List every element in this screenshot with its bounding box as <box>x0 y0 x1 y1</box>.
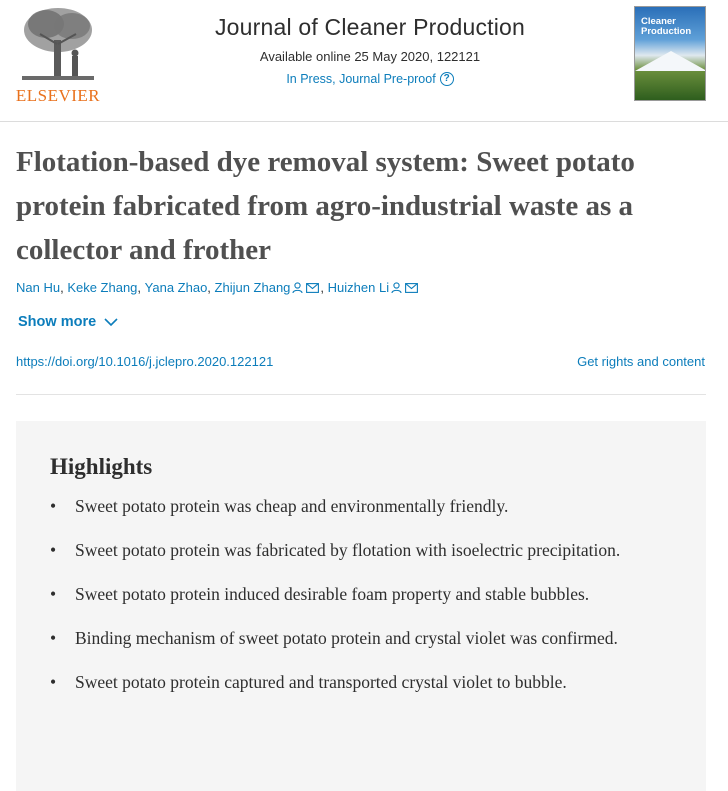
person-icon[interactable] <box>292 282 303 294</box>
available-online-date: Available online 25 May 2020, 122121 <box>259 49 481 64</box>
doi-link[interactable]: https://doi.org/10.1016/j.jclepro.2020.122121 <box>16 354 274 369</box>
highlight-text: Binding mechanism of sweet potato protein and crystal violet was confirmed. <box>75 628 618 648</box>
highlights-section <box>16 421 706 791</box>
author-link[interactable]: Keke Zhang <box>67 280 138 295</box>
author-link[interactable]: Zhijun Zhang <box>214 280 291 295</box>
highlight-item <box>50 493 680 519</box>
chevron-down-icon <box>104 318 118 327</box>
highlights-title: Highlights <box>50 454 153 479</box>
highlight-item <box>50 625 680 651</box>
author-separator: , <box>137 280 145 295</box>
author-separator: , <box>207 280 215 295</box>
bullet-marker: • <box>50 628 57 648</box>
cover-mountain-shape <box>635 51 706 71</box>
highlights-list <box>50 493 680 713</box>
elsevier-tree-icon <box>16 4 100 84</box>
show-more-label: Show more <box>18 314 97 330</box>
cover-title: Cleaner Production <box>641 16 692 37</box>
highlight-text: Sweet potato protein was fabricated by flotation with isoelectric precipitation. <box>75 540 621 560</box>
header-divider <box>0 121 728 122</box>
author-link[interactable]: Nan Hu <box>16 280 61 295</box>
page-header <box>0 0 728 120</box>
journal-cover-image[interactable] <box>634 6 706 101</box>
show-more-button[interactable] <box>18 314 118 330</box>
author-link[interactable]: Yana Zhao <box>144 280 208 295</box>
author-separator: , <box>320 280 328 295</box>
bullet-marker: • <box>50 672 57 692</box>
envelope-icon[interactable] <box>306 283 319 293</box>
bullet-marker: • <box>50 584 57 604</box>
author-separator: , <box>60 280 68 295</box>
person-icon[interactable] <box>391 282 402 294</box>
author-link[interactable]: Huizhen Li <box>327 280 390 295</box>
journal-info <box>160 14 580 88</box>
envelope-icon[interactable] <box>405 283 418 293</box>
in-press-label: In Press, Journal Pre-proof <box>286 72 436 86</box>
highlight-item <box>50 669 680 695</box>
bullet-marker: • <box>50 496 57 516</box>
help-circle-icon[interactable]: ? <box>440 72 454 86</box>
article-title: Flotation-based dye removal system: Sweet potato protein fabricated from agro-industrial waste as a collector and frother <box>16 146 635 266</box>
elsevier-wordmark: ELSEVIER <box>15 86 101 105</box>
highlight-item <box>50 581 680 607</box>
bullet-marker: • <box>50 540 57 560</box>
highlight-text: Sweet potato protein captured and transported crystal violet to bubble. <box>75 672 567 692</box>
author-list <box>16 280 419 295</box>
section-divider <box>16 394 706 395</box>
get-rights-link[interactable]: Get rights and content <box>577 354 705 369</box>
highlight-item <box>50 537 680 563</box>
highlight-text: Sweet potato protein was cheap and environmentally friendly. <box>75 496 509 516</box>
highlight-text: Sweet potato protein induced desirable foam property and stable bubbles. <box>75 584 590 604</box>
in-press-status[interactable] <box>286 72 453 86</box>
elsevier-logo[interactable] <box>12 4 104 104</box>
journal-title-link[interactable]: Journal of Cleaner Production <box>214 14 526 40</box>
